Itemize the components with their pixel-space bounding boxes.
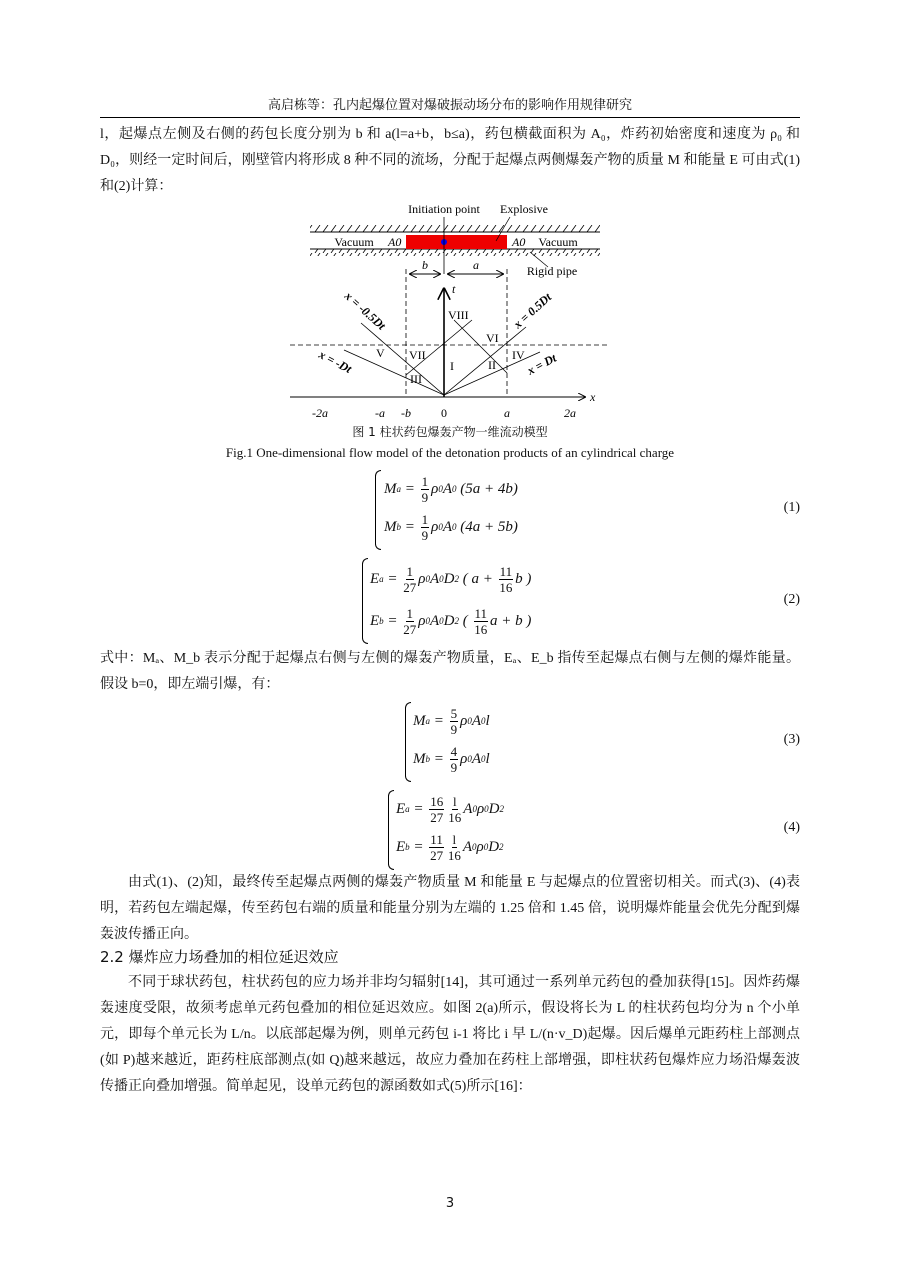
tick-label: -2a [312, 406, 328, 420]
label-a0-right: A0 [512, 235, 526, 249]
label-x-pos-dt: x = Dt [524, 350, 559, 378]
paragraph-1: l，起爆点左侧及右侧的药包长度分别为 b 和 a(l=a+b，b≤a)，药包横截面积为 A₀，炸药初始密度和速度为 ρ₀ 和 D₀，则经一定时间后，刚壁管内将形成 8 种不同的流场，分配于起爆点两侧爆轰产物的质量 M 和能量 E 可由式(1)和(2)计算： [100, 127, 800, 194]
brace [375, 470, 381, 550]
equation-number: (2) [783, 592, 800, 607]
label-a: a [473, 258, 479, 272]
brace [362, 558, 368, 644]
paragraph-2: 式中：Mₐ、M_b 表示分配于起爆点右侧与左侧的爆轰产物质量，Eₐ、E_b 指传至起爆点右侧与左侧的爆炸能量。假设 b=0，即左端引爆，有： [100, 651, 800, 692]
label-vacuum-left: Vacuum [334, 235, 374, 249]
label-initiation-point: Initiation point [408, 202, 480, 216]
equation-number: (4) [783, 820, 800, 835]
label-x-neg-0.5dt: x = -0.5Dt [341, 288, 389, 333]
label-b: b [422, 258, 428, 272]
characteristic-lines [344, 320, 540, 395]
tick-label: a [504, 406, 510, 420]
label-vacuum-right: Vacuum [538, 235, 578, 249]
label-explosive: Explosive [500, 202, 548, 216]
label-x-pos-0.5dt: x = 0.5Dt [510, 290, 555, 332]
figure-1-flow-model [290, 197, 610, 427]
t-axis-label: t [452, 282, 456, 296]
figure-caption-cn: 图 1 柱状药包爆轰产物一维流动模型 [352, 425, 548, 439]
tick-label: -b [401, 406, 411, 420]
header-rule [100, 117, 800, 118]
tick-label: 2a [564, 406, 576, 420]
label-x-neg-dt: x = -Dt [316, 347, 354, 377]
equation-2: E a = 1 27 ρ 0 A 0 D 2 ( a + 11 16 b ) E b = 1 27 ρ 0 A 0 D 2 ( 11 16 a + b ) [370, 563, 532, 637]
tick-label: 0 [441, 406, 447, 420]
region-label: III [410, 372, 422, 386]
equation-4: E a = 16 27 l 16 A 0 ρ 0 D 2 E b = 11 27 l 16 A 0 ρ 0 D 2 [396, 793, 505, 863]
running-title: 高启栋等：孔内起爆位置对爆破振动场分布的影响作用规律研究 [267, 98, 632, 113]
label-rigid-pipe: Rigid pipe [526, 264, 578, 278]
label-a0-left: A0 [388, 235, 402, 249]
paragraph-3: 由式(1)、(2)知，最终传至起爆点两侧的爆轰产物质量 M 和能量 E 与起爆点的位置密切相关。而式(3)、(4)表明，若药包左端起爆，传至药包右端的质量和能量分别为左端的 1.25 倍和 1.45 倍，说明爆炸能量会优先分配到爆轰波传播正向。 [100, 875, 800, 942]
region-label: IV [512, 348, 525, 362]
region-label: VIII [448, 308, 469, 322]
region-label: I [450, 359, 454, 373]
section-heading: 2.2 爆炸应力场叠加的相位延迟效应 [100, 948, 339, 966]
region-label: V [376, 346, 385, 360]
equation-number: (1) [783, 500, 800, 515]
brace [405, 702, 411, 782]
equation-number: (3) [783, 732, 800, 747]
equation-3: M a = 5 9 ρ 0 A 0 l M b = 4 9 ρ 0 A 0 l [413, 705, 490, 775]
region-label: VI [486, 331, 499, 345]
figure-caption-en: Fig.1 One-dimensional flow model of the detonation products of an cylindrical charge [225, 445, 675, 460]
equation-1: M a = 1 9 ρ 0 A 0 (5a + 4b) M b = 1 9 ρ 0 A 0 (4a + 5b) [384, 473, 518, 543]
page-number: 3 [445, 1196, 455, 1211]
paragraph-4: 不同于球状药包，柱状药包的应力场并非均匀辐射[14]，其可通过一系列单元药包的叠加获得[15]。因炸药爆轰速度受限，故须考虑单元药包叠加的相位延迟效应。如图 2(a)所示，假设将长为 L 的柱状药包均分为 n 个小单元，即每个单元长为 L/n。以底部起爆为例，则单元药包 i-1 将比 i 早 L/(n·v_D)起爆。因后爆单元距药柱上部测点(如 P)越来越近，距药柱底部测点(如 Q)越来越远，故应力叠加在药柱上部增强，即柱状药包爆炸应力场沿爆轰波传播正向叠加增强。简单起见，设单元药包的源函数如式(5)所示[16]： [100, 975, 800, 1094]
explosive-charge [406, 235, 507, 249]
tick-label: -a [375, 406, 385, 420]
x-axis-label: x [590, 390, 596, 404]
region-label: II [488, 358, 496, 372]
region-label: VII [409, 348, 426, 362]
brace [388, 790, 394, 870]
